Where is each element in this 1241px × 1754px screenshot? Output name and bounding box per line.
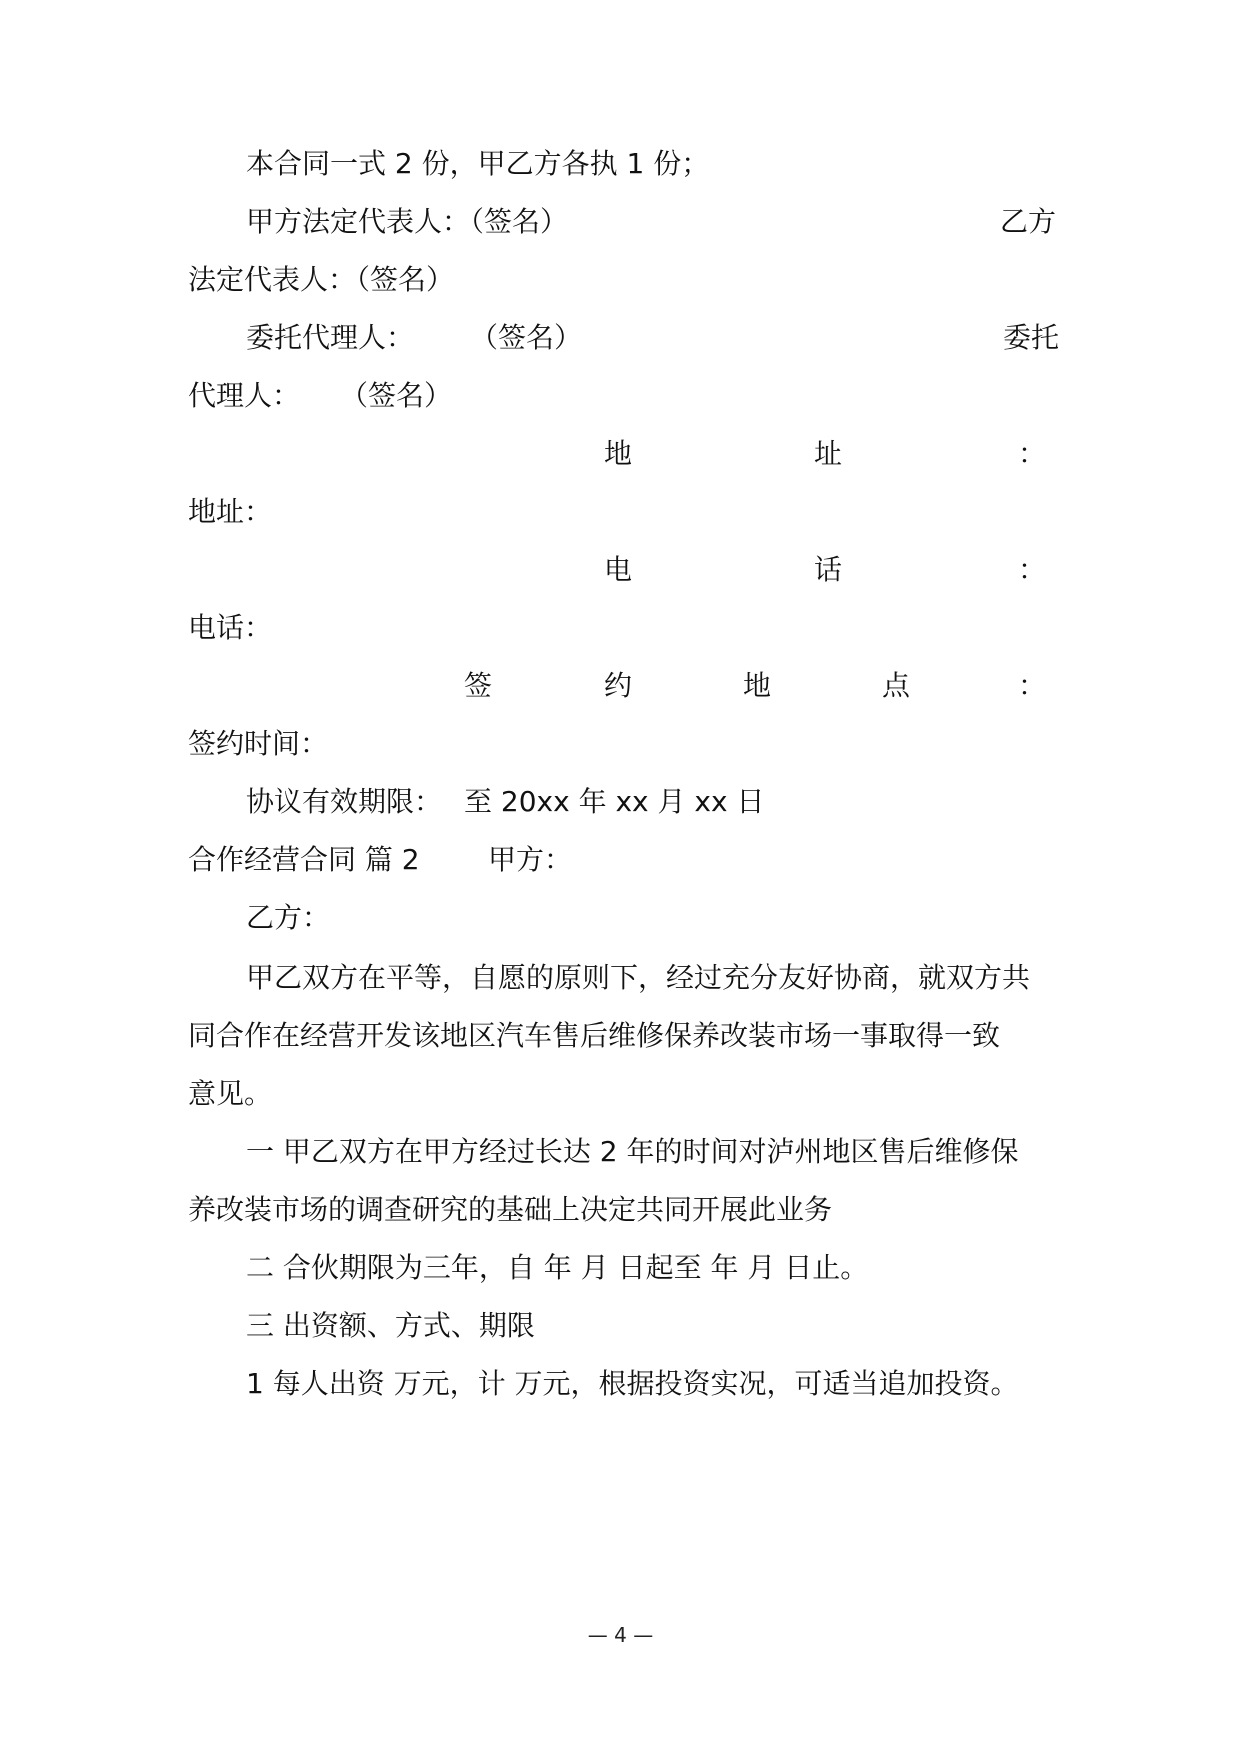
clause-2: 二 合伙期限为三年，自 年 月 日起至 年 月 日止。 xyxy=(246,1251,869,1284)
address-b: 地址： xyxy=(188,495,273,528)
preamble-line2: 同合作在经营开发该地区汽车售后维修保养改装市场一事取得一致 xyxy=(188,1019,1001,1052)
validity-value: 至 20xx 年 xx 月 xx 日 xyxy=(464,785,765,818)
party-b-label: 乙方 xyxy=(1000,205,1057,238)
party-a-field: 甲方： xyxy=(488,843,573,876)
phone-a-char2: 话 xyxy=(814,553,843,586)
page-number: — 4 — xyxy=(587,1623,654,1647)
sign-time: 签约时间： xyxy=(188,727,329,760)
agent-b-label-start: 委托 xyxy=(1003,321,1060,354)
clause-1-line2: 养改装市场的调查研究的基础上决定共同开展此业务 xyxy=(188,1193,833,1226)
address-a-char1: 地 xyxy=(604,437,633,470)
address-a-char2: 址 xyxy=(814,437,843,470)
preamble-line3: 意见。 xyxy=(188,1077,273,1110)
phone-a-colon: ： xyxy=(1018,553,1047,586)
sign-place-colon: ： xyxy=(1018,669,1047,702)
party-b-legal-rep: 法定代表人：（签名） xyxy=(188,263,455,296)
section-title: 合作经营合同 篇 2 xyxy=(188,843,420,876)
sign-place-char3: 地 xyxy=(743,669,772,702)
validity-label: 协议有效期限： xyxy=(246,785,443,818)
address-a-colon: ： xyxy=(1018,437,1047,470)
sign-place-char4: 点 xyxy=(882,669,911,702)
agent-a-signature: （签名） xyxy=(470,321,583,354)
party-a-legal-rep: 甲方法定代表人：（签名） xyxy=(246,205,569,238)
copies-clause: 本合同一式 2 份，甲乙方各执 1 份； xyxy=(246,147,710,180)
sign-place-char1: 签 xyxy=(464,669,493,702)
preamble-line1: 甲乙双方在平等，自愿的原则下，经过充分友好协商，就双方共 xyxy=(246,961,1031,994)
agent-a-label: 委托代理人： xyxy=(246,321,415,354)
agent-b-label: 代理人： xyxy=(188,379,301,412)
clause-3-item-1: 1 每人出资 万元，计 万元，根据投资实况，可适当追加投资。 xyxy=(246,1367,1019,1400)
phone-b: 电话： xyxy=(188,611,273,644)
party-b-field: 乙方： xyxy=(246,901,331,934)
phone-a-char1: 电 xyxy=(604,553,633,586)
clause-1-line1: 一 甲乙双方在甲方经过长达 2 年的时间对泸州地区售后维修保 xyxy=(246,1135,1019,1168)
clause-3-heading: 三 出资额、方式、期限 xyxy=(246,1309,535,1342)
agent-b-signature: （签名） xyxy=(340,379,453,412)
sign-place-char2: 约 xyxy=(604,669,633,702)
